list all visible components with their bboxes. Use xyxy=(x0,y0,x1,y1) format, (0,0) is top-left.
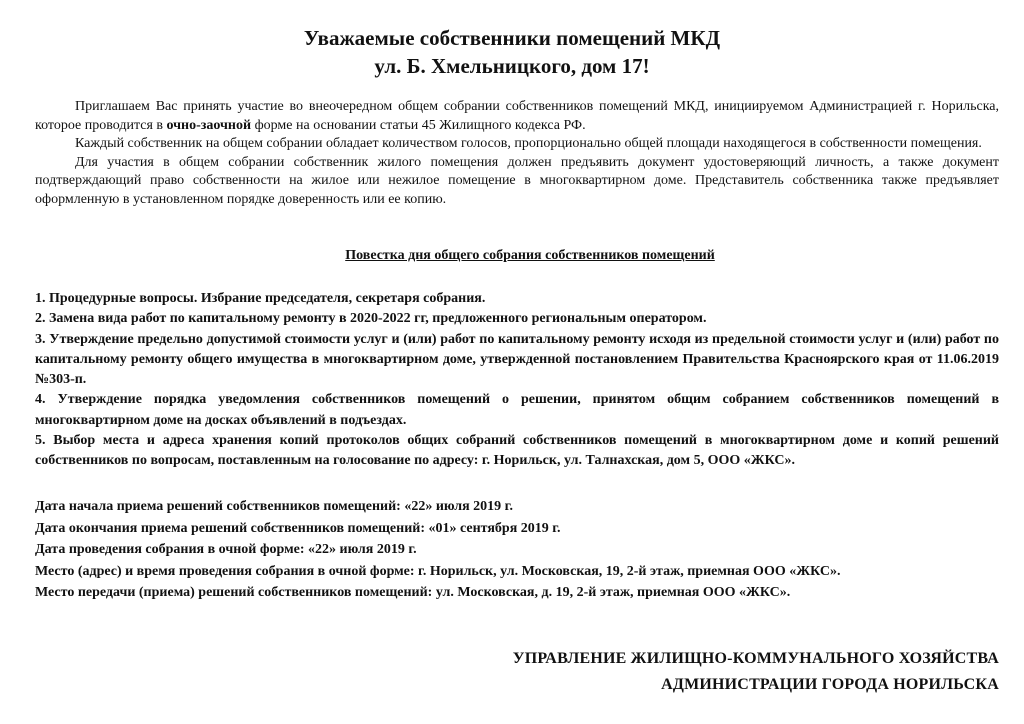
intro-section xyxy=(35,98,999,210)
dates-section xyxy=(35,496,999,604)
title-line-1: Уважаемые собственники помещений МКД xyxy=(303,26,721,50)
agenda-item: 2. Замена вида работ по капитальному ремонту в 2020-2022 гг, предложенного региональным оператором. xyxy=(35,311,707,327)
date-line: Дата окончания приема решений собственников помещений: «01» сентября 2019 г. xyxy=(35,520,561,536)
agenda-item: 1. Процедурные вопросы. Избрание председателя, секретаря собрания. xyxy=(35,291,486,306)
intro-paragraph-1 xyxy=(35,98,999,135)
agenda-item: 3. Утверждение предельно допустимой стоимости услуг и (или) работ по капитальному ремонту исходя из предельной стоимости услуг и (или) работ по капитальному ремонту общего имущества в многоквартирном доме, утвержденной постановлением Правительства Красноярского края от 11.06.2019 №303-п. xyxy=(35,331,999,388)
date-line: Дата проведения собрания в очной форме: «22» июля 2019 г. xyxy=(35,542,417,557)
intro-p1-bold: очно-заочной xyxy=(166,117,252,133)
date-line: Дата начала приема решений собственников помещений: «22» июля 2019 г. xyxy=(35,499,513,514)
signature-line-2: АДМИНИСТРАЦИИ ГОРОДА НОРИЛЬСКА xyxy=(661,676,999,693)
agenda-list xyxy=(35,289,999,472)
date-line: Место передачи (приема) решений собственников помещений: ул. Московская, д. 19, 2-й этаж, приемная ООО «ЖКС». xyxy=(35,585,791,600)
intro-p1-text: Приглашаем Вас принять участие во внеочередном общем собрании собственников помещений МКД, инициируемом Администрацией г. Норильска, которое проводится в xyxy=(35,99,999,133)
intro-paragraph-2: Каждый собственник на общем собрании обладает количеством голосов, пропорционально общей площади находящегося в собственности помещения. xyxy=(75,136,982,152)
document-title xyxy=(0,24,1024,80)
signature-block xyxy=(513,646,999,698)
signature-line-1: УПРАВЛЕНИЕ ЖИЛИЩНО-КОММУНАЛЬНОГО ХОЗЯЙСТВА xyxy=(512,650,999,667)
agenda-item: 4. Утверждение порядка уведомления собственников помещений о решении, принятом общим собранием собственников помещений в многоквартирном доме на досках объявлений в подъездах. xyxy=(35,392,999,428)
agenda-title: Повестка дня общего собрания собственников помещений xyxy=(345,248,715,263)
intro-paragraph-3: Для участия в общем собрании собственник жилого помещения должен предъявить документ удостоверяющий личность, а также документ подтверждающий право собственности на жилое или нежилое помещение в многоквартирном доме. Представитель собственника также предъявляет оформленную в установленном порядке доверенность или ее копию. xyxy=(35,154,999,207)
agenda-item: 5. Выбор места и адреса хранения копий протоколов общих собраний собственников помещений в многоквартирном доме и копий решений собственников по вопросам, поставленным на голосование по адресу: г. Норильск, ул. Талнахская, дом 5, ООО «ЖКС». xyxy=(35,433,999,469)
date-line: Место (адрес) и время проведения собрания в очной форме: г. Норильск, ул. Московская, 19, 2-й этаж, приемная ООО «ЖКС». xyxy=(35,563,841,579)
title-line-2: ул. Б. Хмельницкого, дом 17! xyxy=(374,54,650,78)
intro-p1-end: форме на основании статьи 45 Жилищного кодекса РФ. xyxy=(251,117,586,133)
